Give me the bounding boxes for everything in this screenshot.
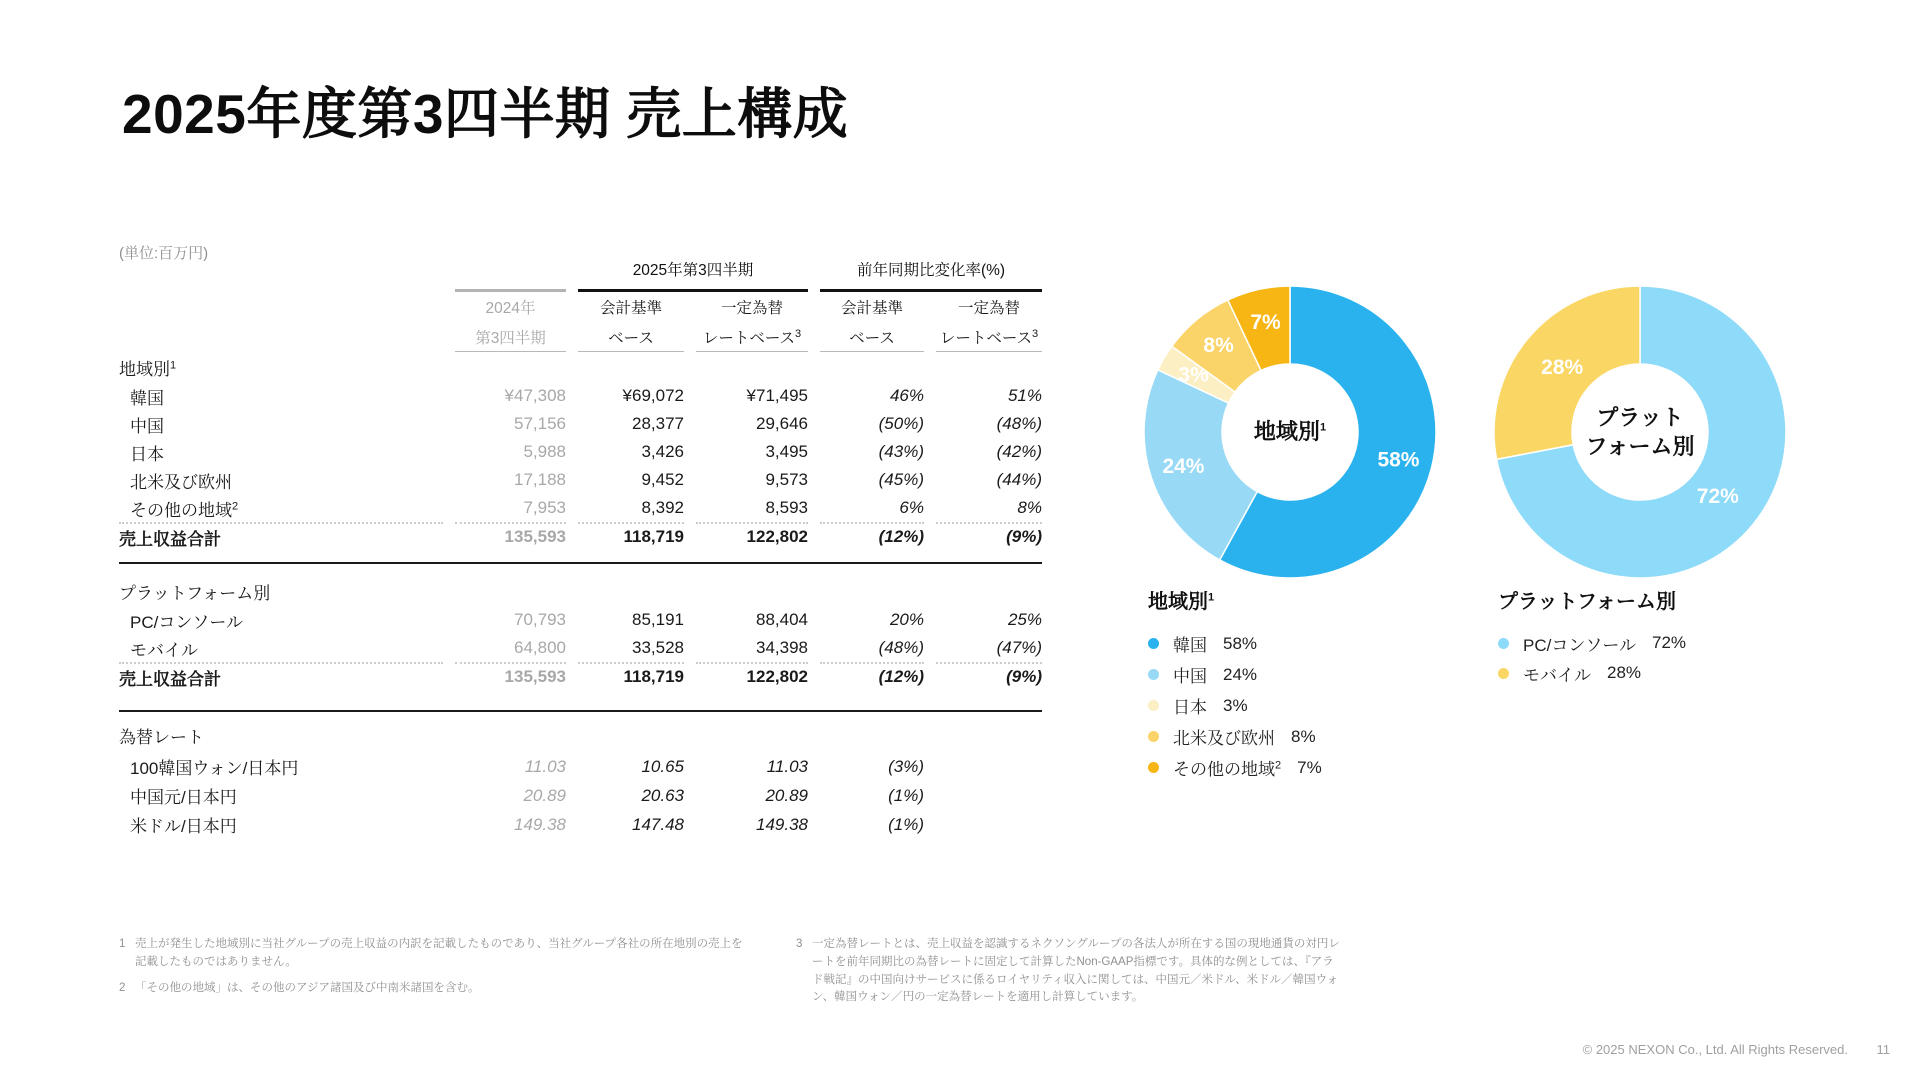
legend-value: 28% [1607,663,1642,682]
cell-accounting-base: 85,191 [632,610,684,629]
cell-yoy-constant: 8% [1017,498,1042,517]
footnotes-right [796,936,1341,1015]
legend-dot-icon [1148,731,1159,742]
cell-yoy-accounting: (3%) [888,756,924,776]
table-row-mobile [119,634,1042,662]
cell-yoy-accounting: (12%) [820,662,924,690]
footnote-number: 1 [119,938,126,950]
platform-donut-center-label [1540,403,1740,461]
legend-item-na-europe [1148,721,1488,752]
table-row-korea [119,382,1042,410]
footnote-ref: 2 [1275,759,1282,772]
table-row-japan [119,438,1042,466]
row-label: 日本 [130,444,164,464]
donut-center-text: 地域別 [1253,419,1320,444]
footnote-ref: 1 [1208,591,1215,604]
table-group-header-row [119,246,1042,292]
legend-dot-icon [1148,669,1159,680]
footnote-2 [119,980,747,998]
section-divider [119,562,1042,564]
legend-item-other-regions [1148,752,1488,783]
cell-yoy-constant: (9%) [936,522,1042,550]
section-heading-row-fx [119,718,1042,752]
col-header-text: レートベース [939,329,1033,347]
page-number: 11 [1876,1042,1890,1057]
cell-constant-fx: 8,593 [765,498,808,517]
table-row-region-total [119,522,1042,550]
donut-center-text: フォーム別 [1585,434,1695,459]
cell-yoy-constant [936,752,1042,781]
table-row-pc-console [119,606,1042,634]
cell-constant-fx: 122,802 [696,662,808,690]
cell-2024-q3: 135,593 [455,522,566,550]
cell-2024-q3: 64,800 [514,638,566,657]
legend-item-japan [1148,690,1488,721]
header-rule-prior [455,289,566,292]
table-row-china [119,410,1042,438]
spacer-row [119,690,1042,718]
legend-value: 7% [1297,757,1322,777]
row-label: 米ドル/日本円 [130,817,237,836]
region-donut-center-label [1190,419,1390,445]
col-header-accounting: 会計基準 [599,300,662,317]
cell-yoy-constant [936,781,1042,810]
footnote-text: 売上が発生した地域別に当社グループの売上収益の内訳を記載したものであり、当社グループ各社の所在地別の売上を記載したものではありません。 [135,938,743,968]
donut-slice-label: 24% [1162,455,1205,479]
cell-yoy-accounting: (1%) [888,814,924,834]
header-rule-yoy-group [820,289,1042,292]
col-header-yoy-accounting: 会計基準 [840,300,903,317]
section-heading-fx: 為替レート [119,727,204,747]
unit-note: (単位:百万円) [119,245,209,262]
spacer-cell [119,322,443,352]
cell-constant-fx: 11.03 [766,756,808,776]
legend-label: モバイル [1523,665,1591,685]
footnote-number: 3 [796,938,803,950]
donut-slice-label: 3% [1178,363,1209,387]
cell-2024-q3: 70,793 [514,610,566,629]
legend-label: 北米及び欧州 [1173,729,1275,748]
cell-yoy-accounting: 46% [889,386,924,405]
legend-value: 24% [1223,664,1258,684]
row-label: 北米及び欧州 [130,472,232,492]
cell-yoy-accounting: (43%) [878,442,924,461]
footnote-ref: 1 [1319,421,1327,434]
revenue-table [107,246,1054,839]
table-row-cny-jpy [119,781,1042,810]
legend-label: 韓国 [1173,636,1207,655]
cell-constant-fx: 122,802 [696,522,808,550]
legend-item-mobile [1498,658,1838,688]
donut-center-text: プラット [1596,405,1684,430]
cell-2024-q3: 5,988 [523,442,566,461]
cell-2024-q3: 20.89 [523,785,566,805]
spacer-cell [119,246,443,292]
table-row-na-europe [119,466,1042,494]
row-label: PC/コンソール [130,612,243,632]
legend-value: 72% [1652,633,1687,652]
section-heading-row-platform [119,576,1042,606]
legend-label: 日本 [1173,698,1207,717]
legend-label [1173,755,1281,780]
section-heading-text: 地域別 [119,359,170,379]
cell-yoy-accounting: (45%) [878,470,924,489]
spacer-cell [119,292,443,322]
cell-2024-q3: 11.03 [524,756,566,776]
cell-2024-q3: 7,953 [523,498,566,517]
legend-dot-icon [1498,668,1509,679]
table-row-krw-jpy [119,752,1042,781]
cell-yoy-constant: (9%) [936,662,1042,690]
cell-accounting-base: 3,426 [641,442,684,461]
legend-dot-icon [1148,638,1159,649]
col-header-yoy-accounting-line2: ベース [820,322,924,352]
cell-constant-fx: 149.38 [756,814,808,834]
section-divider [119,710,1042,712]
cell-accounting-base: 118,719 [578,662,684,690]
row-label: モバイル [130,640,198,660]
legend-label-text: その他の地域 [1173,760,1275,779]
region-legend-title [1148,585,1488,614]
cell-yoy-accounting: (12%) [820,522,924,550]
row-label: 中国 [130,416,164,436]
cell-accounting-base: 118,719 [578,522,684,550]
table-row-other-regions [119,494,1042,522]
cell-2024-q3: 17,188 [514,470,566,489]
cell-yoy-constant: (42%) [996,442,1042,461]
legend-value: 8% [1291,726,1316,746]
legend-title-text: 地域別 [1148,591,1208,613]
footnote-ref: 3 [795,327,802,340]
footnote-3 [796,936,1341,1007]
cell-constant-fx: 29,646 [756,414,808,433]
cell-yoy-constant: 25% [1007,610,1042,629]
copyright-text: © 2025 NEXON Co., Ltd. All Rights Reserved. [1582,1042,1848,1057]
section-heading-row-region [119,352,1042,382]
cell-yoy-constant: (48%) [996,414,1042,433]
legend-item-china [1148,659,1488,690]
footnotes-left [119,936,747,1005]
footnote-1 [119,936,747,972]
legend-label: PC/コンソール [1523,635,1636,655]
footnote-ref: 1 [170,358,177,371]
legend-dot-icon [1498,638,1509,649]
cell-yoy-constant: (44%) [996,470,1042,489]
col-header-text: レートベース [702,329,796,347]
row-label: 売上収益合計 [119,522,443,550]
legend-dot-icon [1148,700,1159,711]
cell-accounting-base: 10.65 [641,756,684,776]
cell-accounting-base: 28,377 [632,414,684,433]
cell-2024-q3: 57,156 [514,414,566,433]
row-label-text: その他の地域 [130,500,232,520]
group-header-yoy-change: 前年同期比変化率(%) [856,262,1006,279]
legend-value: 58% [1223,633,1258,653]
row-label: 中国元/日本円 [130,788,237,807]
row-label: 売上収益合計 [119,662,443,690]
col-header-constant-fx: 一定為替 [720,300,783,317]
table-column-header-row [119,292,1042,322]
cell-constant-fx: 88,404 [756,610,808,629]
cell-constant-fx: 9,573 [765,470,808,489]
cell-yoy-accounting: (48%) [878,638,924,657]
cell-2024-q3: 135,593 [455,662,566,690]
cell-accounting-base: 20.63 [641,785,684,805]
cell-accounting-base: 8,392 [641,498,684,517]
cell-2024-q3: 149.38 [514,814,566,834]
footnote-ref: 2 [232,499,239,512]
cell-yoy-accounting: 20% [889,610,924,629]
donut-slice-label: 28% [1541,356,1584,380]
donut-slice-label: 72% [1696,484,1739,508]
cell-constant-fx: ¥71,495 [746,386,808,405]
legend-item-pc-console [1498,628,1838,658]
cell-accounting-base: 147.48 [632,814,684,834]
cell-yoy-accounting: 6% [899,498,924,517]
region-legend [1148,585,1488,783]
footnote-text: 「その他の地域」は、その他のアジア諸国及び中南米諸国を含む。 [135,981,480,994]
platform-legend-title: プラットフォーム別 [1498,591,1676,613]
col-header-yoy-constant-fx: 一定為替 [957,300,1020,317]
footnote-ref: 3 [1032,327,1039,340]
table-column-header-row2 [119,322,1042,352]
col-header-constant-fx-line2 [696,322,808,352]
donut-slice-label: 7% [1250,311,1281,335]
col-header-prior-line2: 第3四半期 [455,322,566,352]
table-row-platform-total [119,662,1042,690]
row-label: 100韓国ウォン/日本円 [130,759,299,778]
cell-constant-fx: 20.89 [765,785,808,805]
cell-yoy-accounting: (1%) [888,785,924,805]
cell-accounting-base: 9,452 [641,470,684,489]
donut-slice-label: 58% [1377,448,1420,472]
legend-dot-icon [1148,762,1159,773]
cell-yoy-constant: 51% [1007,386,1042,405]
col-header-prior: 2024年 [485,300,536,317]
cell-constant-fx: 34,398 [756,638,808,657]
page-title: 2025年度第3四半期 売上構成 [122,83,849,145]
legend-item-korea [1148,628,1488,659]
legend-label: 中国 [1173,667,1207,686]
cell-constant-fx: 3,495 [765,442,808,461]
footnote-number: 2 [119,981,126,994]
header-rule-current-group [578,289,808,292]
legend-value: 3% [1223,695,1248,715]
cell-yoy-accounting: (50%) [878,414,924,433]
platform-legend [1498,585,1838,688]
row-label [119,494,443,522]
footnote-text: 一定為替レートとは、売上収益を認識するネクソングループの各法人が所在する国の現地通貨の対円レートを前年同期比の為替レートに固定して計算したNon-GAAP指標です。具体的な例としては、『アラド戦記』の中国向けサービスに係るロイヤリティ収入に関しては、中国元／米ドル、米ドル／韓国ウォン、韓国ウォン／円の一定為替レートを適用し計算しています。 [812,938,1340,1004]
cell-2024-q3: ¥47,308 [504,386,566,405]
col-header-accounting-line2: ベース [578,322,684,352]
col-header-yoy-constant-fx-line2 [936,322,1042,352]
row-label: 韓国 [130,388,164,408]
donut-slice-label: 8% [1203,334,1234,358]
section-heading-platform: プラットフォーム別 [119,583,271,603]
cell-yoy-constant [936,810,1042,839]
cell-accounting-base: ¥69,072 [622,386,684,405]
table-row-usd-jpy [119,810,1042,839]
group-header-current-quarter: 2025年第3四半期 [632,262,754,279]
cell-accounting-base: 33,528 [632,638,684,657]
spacer-cell [455,246,566,292]
cell-yoy-constant: (47%) [996,638,1042,657]
section-heading-region [119,352,1042,382]
